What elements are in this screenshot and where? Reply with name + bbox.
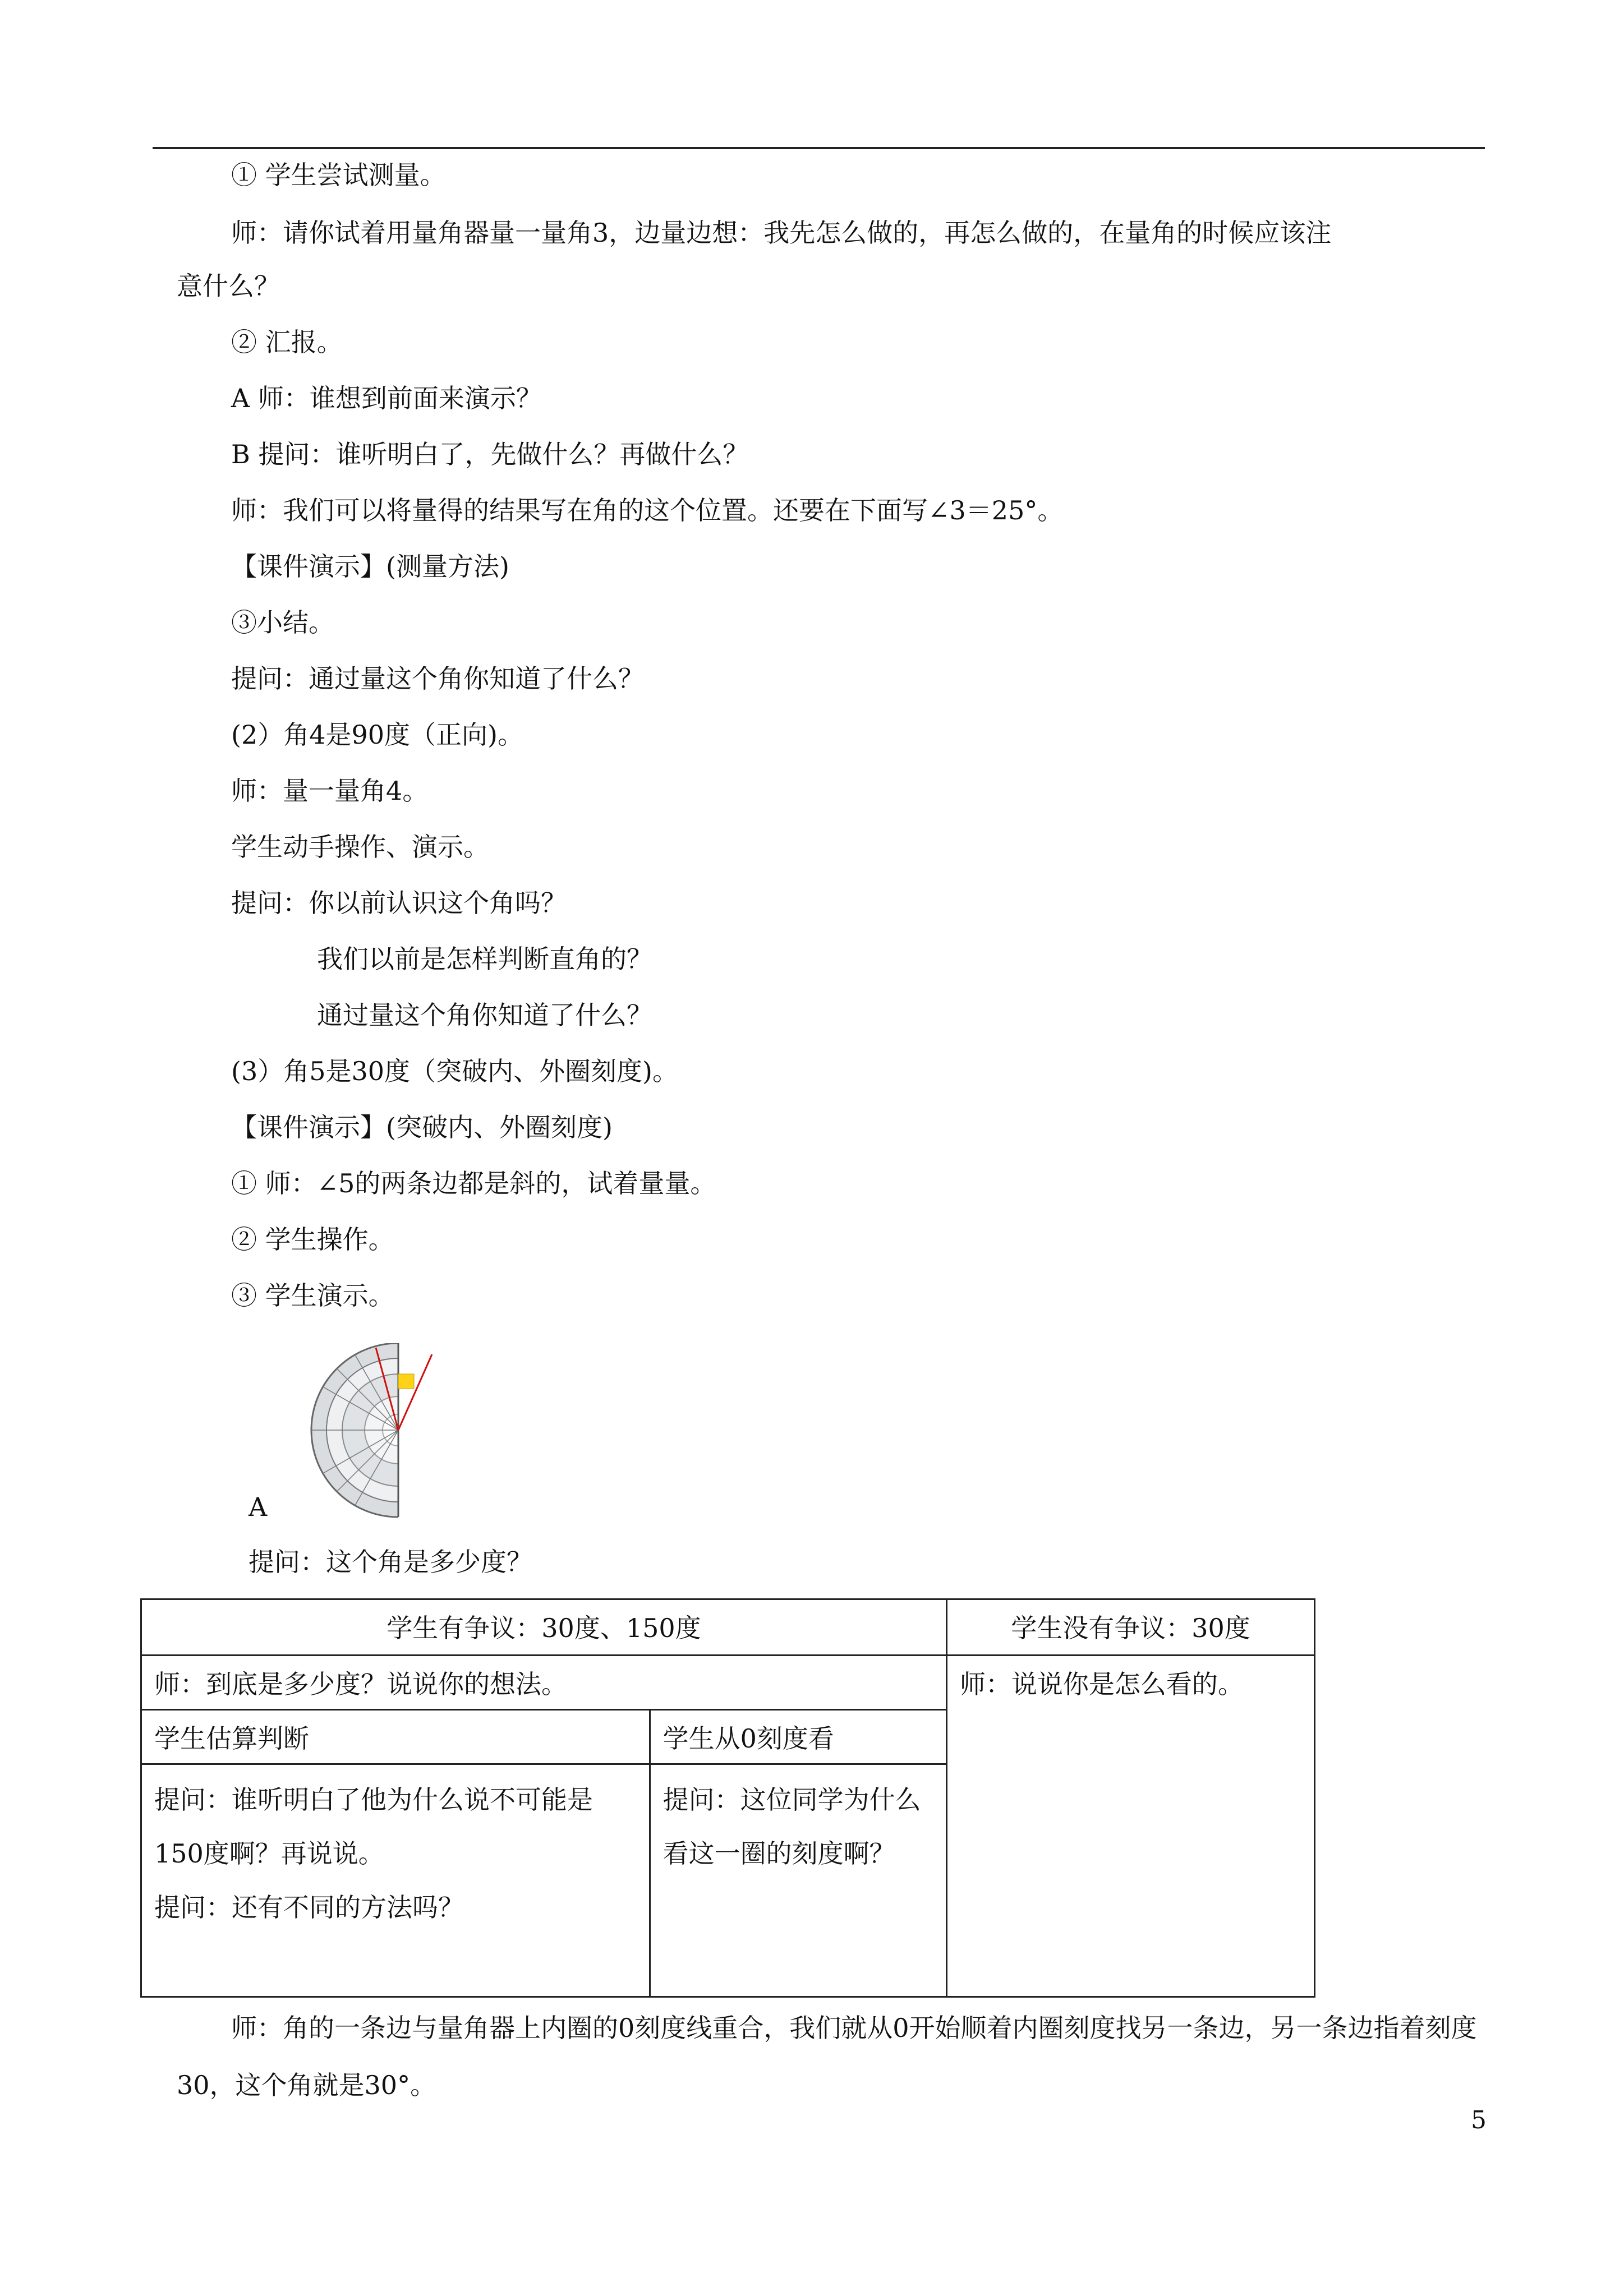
figure-label: A (249, 1492, 268, 1522)
question-line: 提问：这个角是多少度？ (249, 1547, 532, 1577)
text-line: 师：我们可以将量得的结果写在角的这个位置。还要在下面写∠3＝25°。 (231, 495, 1064, 525)
text-line: ① 学生尝试测量。 (231, 160, 446, 190)
page-number: 5 (1471, 2106, 1487, 2134)
table-body-left-line: 提问：还有不同的方法吗？ (154, 1892, 464, 1922)
text-line: B 提问：谁听明白了，先做什么？再做什么？ (231, 439, 749, 469)
table-right-text: 师：说说你是怎么看的。 (959, 1669, 1244, 1699)
text-line: ③ 学生演示。 (231, 1280, 394, 1311)
text-line: A 师：谁想到前面来演示？ (231, 383, 542, 413)
text-line: 师：量一量角4。 (231, 776, 429, 806)
text-line: (3）角5是30度（突破内、外圈刻度)。 (231, 1056, 678, 1086)
text-line: ③小结。 (231, 607, 334, 638)
table-body-left (141, 1764, 650, 1997)
text-line: ② 学生操作。 (231, 1224, 394, 1255)
text-line: 提问：通过量这个角你知道了什么？ (231, 663, 644, 694)
table-right-column (946, 1656, 1314, 1997)
table-header-right: 学生没有争议：30度 (946, 1599, 1314, 1656)
text-line: 通过量这个角你知道了什么？ (317, 1000, 652, 1030)
text-line: ① 师：∠5的两条边都是斜的，试着量量。 (231, 1168, 716, 1198)
text-line: 我们以前是怎样判断直角的？ (317, 944, 652, 974)
table-teacher-question: 师：到底是多少度？说说你的想法。 (141, 1656, 947, 1710)
table-header-left: 学生有争议：30度、150度 (141, 1599, 947, 1656)
text-line: 【课件演示】(突破内、外圈刻度) (231, 1112, 613, 1142)
text-line: 学生动手操作、演示。 (231, 832, 489, 862)
table-body-right: 提问：这位同学为什么看这一圈的刻度啊？ (650, 1764, 946, 1997)
text-line: 提问：你以前认识这个角吗？ (231, 888, 567, 918)
text-line: 意什么？ (177, 271, 280, 301)
discussion-table (140, 1598, 1315, 1998)
text-line: 师：请你试着用量角器量一量角3，边量边想：我先怎么做的，再怎么做的，在量角的时候应该注 (231, 218, 1332, 248)
text-line: ② 汇报。 (231, 327, 343, 357)
table-subhead-right: 学生从0刻度看 (650, 1710, 946, 1764)
text-line: 【课件演示】(测量方法) (231, 551, 509, 582)
table-subhead-left: 学生估算判断 (141, 1710, 650, 1764)
closing-paragraph: 师：角的一条边与量角器上内圈的0刻度线重合，我们就从0开始顺着内圈刻度找另一条边，另一条边指着刻度30，这个角就是30°。 (177, 2013, 1477, 2100)
text-line: (2）角4是90度（正向)。 (231, 720, 523, 750)
header-rule (153, 147, 1485, 149)
protractor-illustration (297, 1343, 460, 1528)
table-body-left-line: 提问：谁听明白了他为什么说不可能是150度啊？再说说。 (154, 1785, 593, 1869)
